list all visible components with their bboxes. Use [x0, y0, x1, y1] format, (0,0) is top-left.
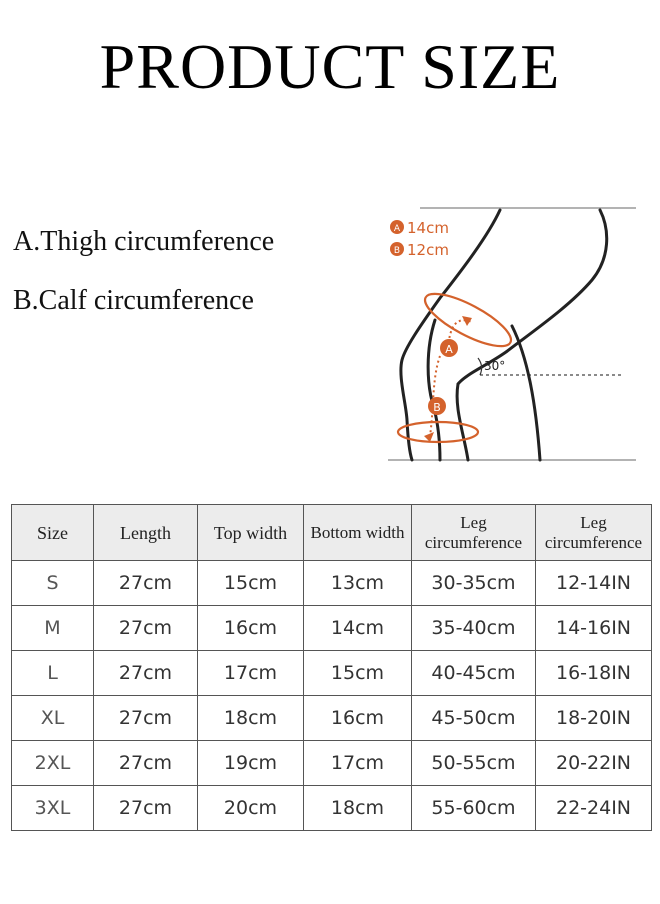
table-row [12, 651, 652, 696]
table-header-row [12, 505, 652, 561]
size-cell: M [12, 606, 94, 651]
header-size: Size [12, 505, 94, 561]
leg-outline-shin [457, 384, 468, 460]
leg-circumference-in-cell: 14-16IN [536, 606, 652, 651]
legend-a-marker: A [393, 224, 401, 234]
leg-circumference-cm-cell: 45-50cm [412, 696, 536, 741]
top-width-cell: 19cm [198, 741, 304, 786]
leg-diagram [380, 198, 640, 466]
length-cell: 27cm [94, 561, 198, 606]
header-length: Length [94, 505, 198, 561]
leg-circumference-in-cell: 12-14IN [536, 561, 652, 606]
leg-circumference-cm-cell: 30-35cm [412, 561, 536, 606]
bottom-width-cell: 16cm [304, 696, 412, 741]
leg-circumference-cm-cell: 55-60cm [412, 786, 536, 831]
leg-circumference-in-cell: 20-22IN [536, 741, 652, 786]
length-cell: 27cm [94, 741, 198, 786]
leg-circumference-cm-cell: 40-45cm [412, 651, 536, 696]
leg-circumference-in-cell: 16-18IN [536, 651, 652, 696]
marker-b-label: B [433, 401, 441, 414]
legend-a-value: 14cm [407, 219, 449, 237]
top-width-cell: 20cm [198, 786, 304, 831]
top-width-cell: 17cm [198, 651, 304, 696]
bottom-width-cell: 18cm [304, 786, 412, 831]
size-table [11, 504, 652, 831]
legend-b-value: 12cm [407, 241, 449, 259]
calf-circumference-label: B.Calf circumference [13, 285, 254, 316]
bottom-width-cell: 15cm [304, 651, 412, 696]
angle-label: 30° [484, 359, 506, 373]
size-cell: L [12, 651, 94, 696]
leg-circumference-cm-cell: 35-40cm [412, 606, 536, 651]
leg-outline-back-thigh [458, 210, 607, 384]
leg-circumference-cm-cell: 50-55cm [412, 741, 536, 786]
length-cell: 27cm [94, 651, 198, 696]
size-cell: S [12, 561, 94, 606]
bottom-width-cell: 17cm [304, 741, 412, 786]
bottom-width-cell: 13cm [304, 561, 412, 606]
legend-b-marker: B [393, 246, 401, 256]
header-leg-circumference-in: Leg circumference [536, 505, 652, 561]
table-row [12, 741, 652, 786]
top-width-cell: 16cm [198, 606, 304, 651]
header-top-width: Top width [198, 505, 304, 561]
bottom-width-cell: 14cm [304, 606, 412, 651]
size-cell: 2XL [12, 741, 94, 786]
table-row [12, 606, 652, 651]
size-cell: 3XL [12, 786, 94, 831]
top-width-cell: 15cm [198, 561, 304, 606]
table-row [12, 696, 652, 741]
top-width-cell: 18cm [198, 696, 304, 741]
length-cell: 27cm [94, 696, 198, 741]
length-cell: 27cm [94, 606, 198, 651]
length-cell: 27cm [94, 786, 198, 831]
header-leg-circumference-cm: Leg circumference [412, 505, 536, 561]
leg-circumference-in-cell: 22-24IN [536, 786, 652, 831]
marker-a-label: A [445, 343, 453, 356]
header-bottom-width: Bottom width [304, 505, 412, 561]
size-cell: XL [12, 696, 94, 741]
thigh-circumference-label: A.Thigh circumference [13, 226, 275, 257]
page-title: PRODUCT SIZE [99, 31, 561, 102]
table-row [12, 561, 652, 606]
leg-circumference-in-cell: 18-20IN [536, 696, 652, 741]
table-row [12, 786, 652, 831]
